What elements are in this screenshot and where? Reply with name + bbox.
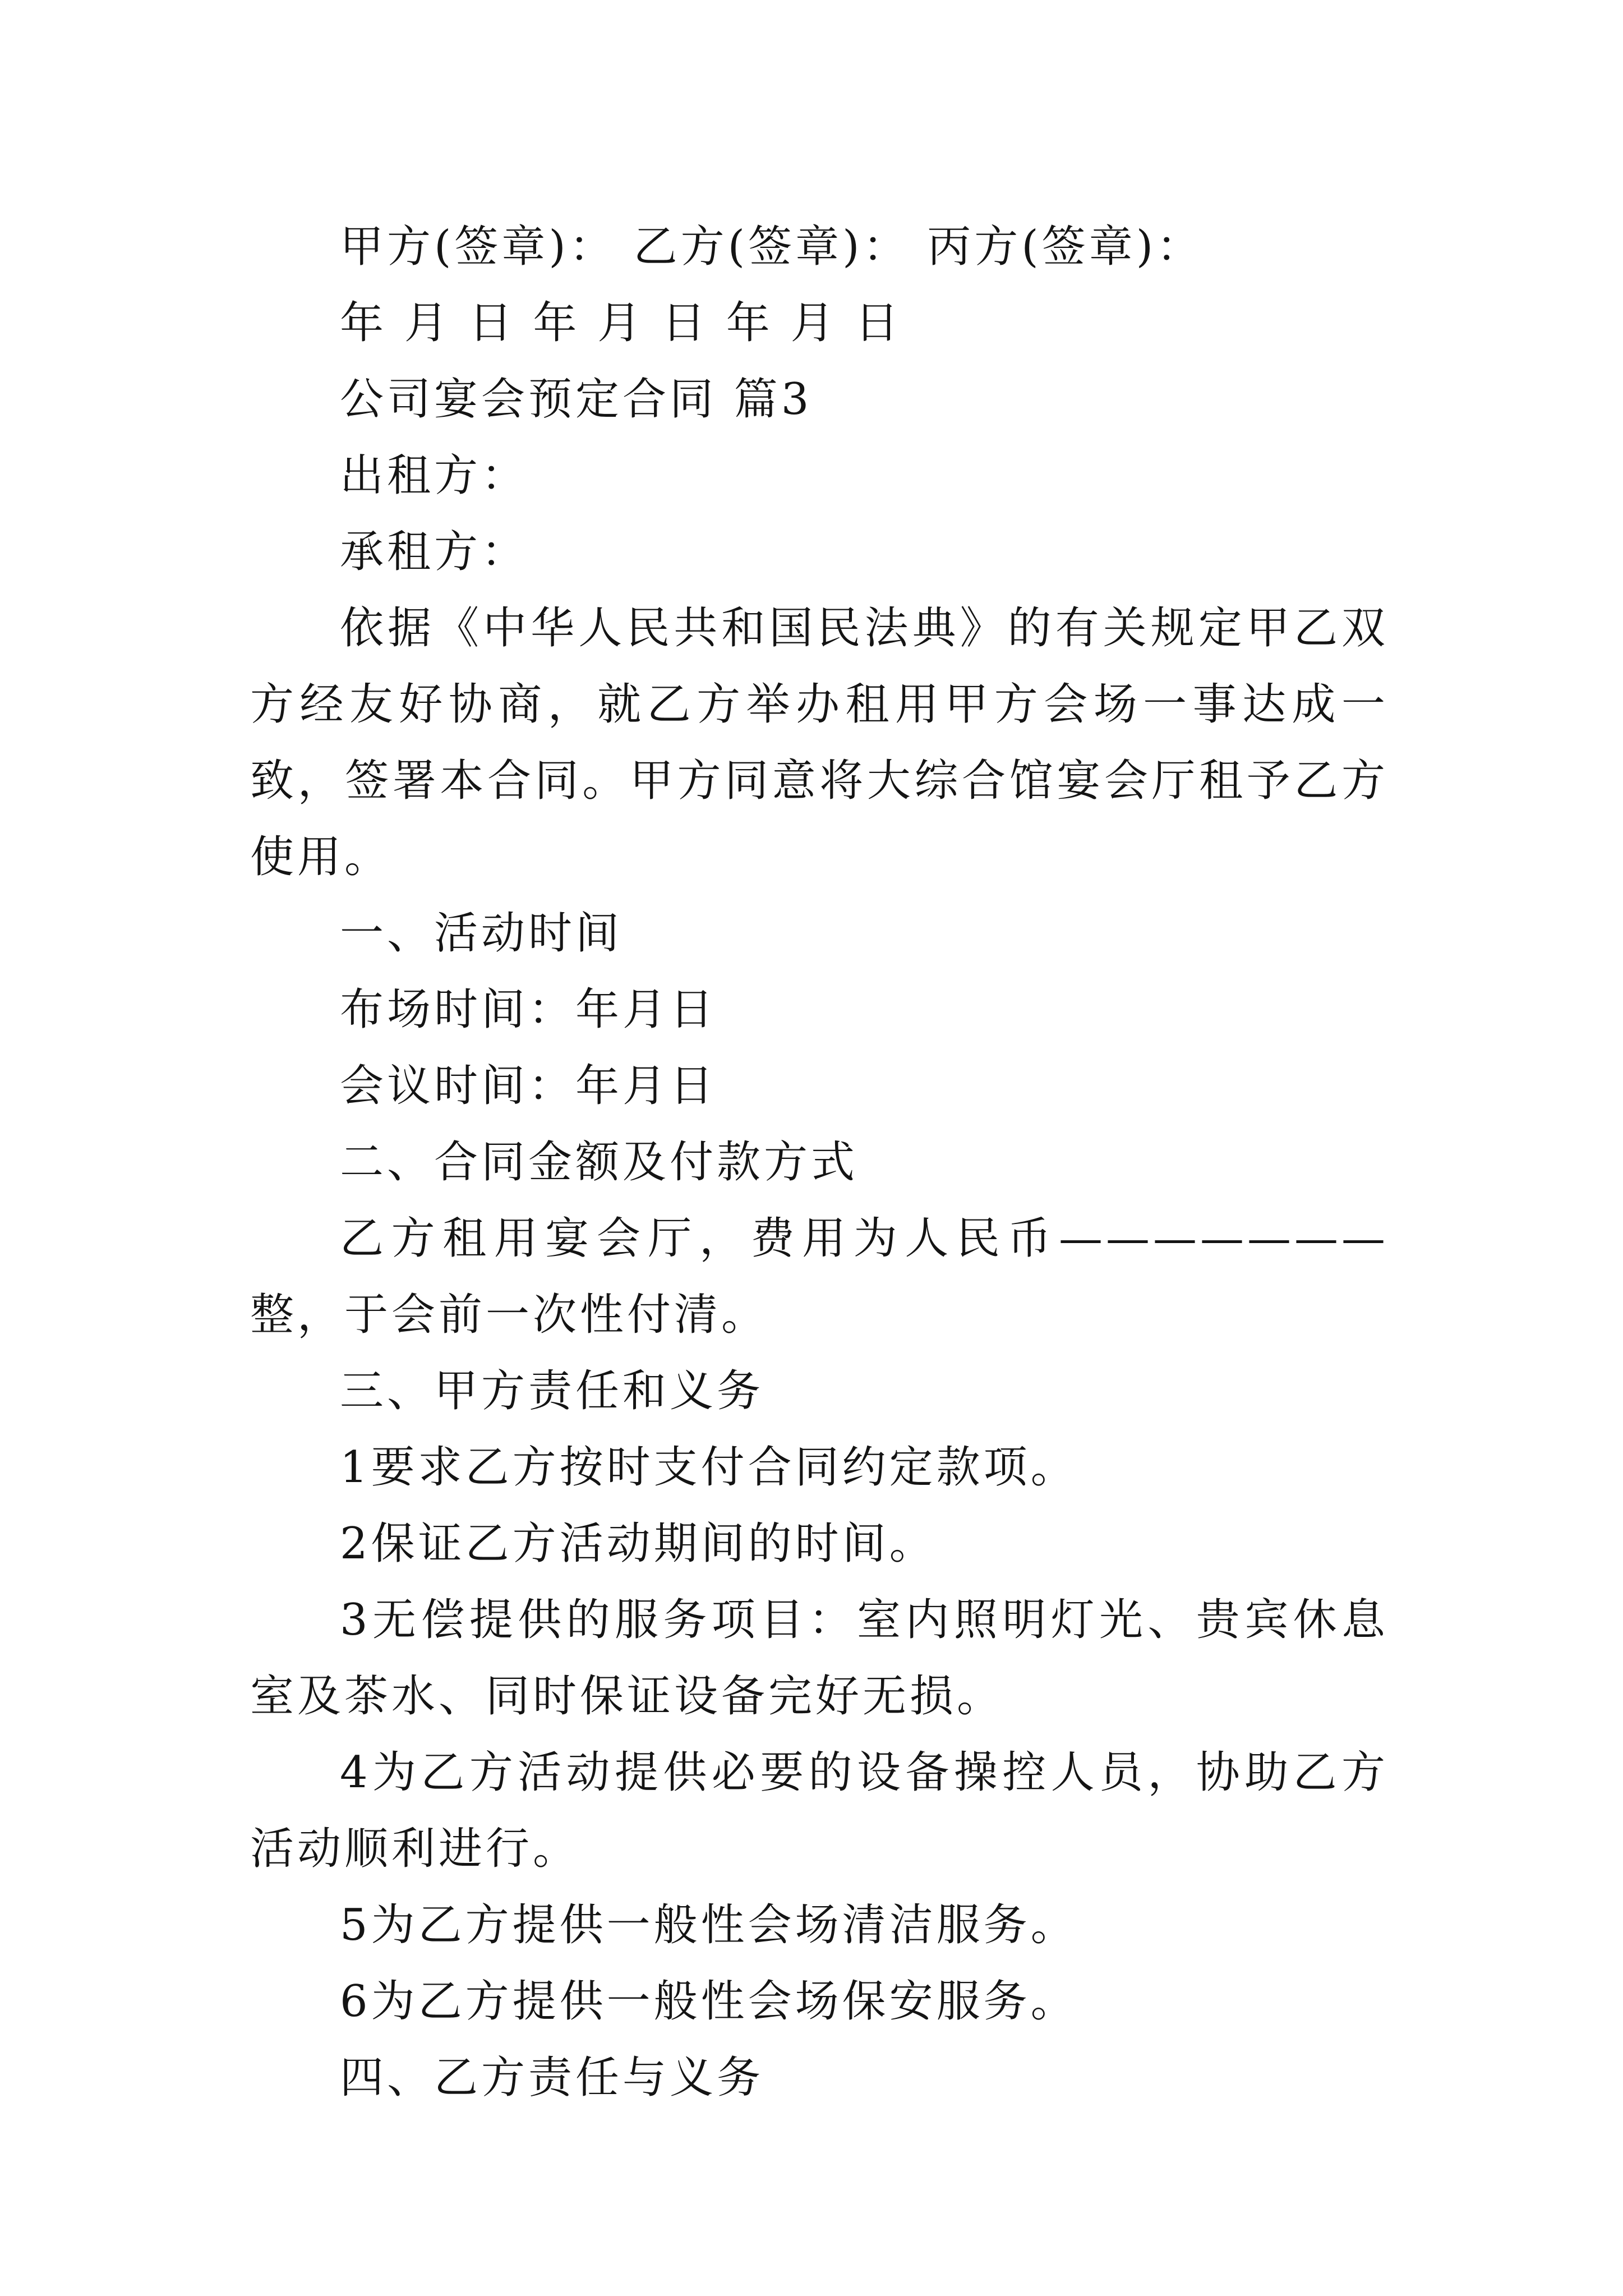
date-line: 年 月 日 年 月 日 年 月 日	[340, 298, 902, 348]
fee-paragraph: 乙方租用宴会厅，费用为人民币———————整，于会前一次性付清。	[250, 1213, 1389, 1340]
lessor-line: 出租方：	[340, 450, 529, 501]
document-body	[250, 209, 1389, 2116]
preamble-paragraph: 依据《中华人民共和国民法典》的有关规定甲乙双方经友好协商，就乙方举办租用甲方会场一事达成一致，签署本合同。甲方同意将大综合馆宴会厅租予乙方使用。	[250, 603, 1389, 882]
lessee-line: 承租方：	[340, 527, 529, 577]
heading-party-b-duties: 四、乙方责任与义务	[340, 2053, 764, 2103]
heading-amount-payment: 二、合同金额及付款方式	[340, 1137, 859, 1188]
duty-item-3: 3无偿提供的服务项目：室内照明灯光、贵宾休息室及茶水、同时保证设备完好无损。	[250, 1595, 1389, 1722]
duty-item-6: 6为乙方提供一般性会场保安服务。	[340, 1976, 1078, 2027]
heading-party-a-duties: 三、甲方责任和义务	[340, 1366, 764, 1416]
section-title: 公司宴会预定合同 篇3	[340, 374, 813, 425]
setup-time-line: 布场时间：年月日	[340, 984, 717, 1035]
duty-item-4: 4为乙方活动提供必要的设备操控人员，协助乙方活动顺利进行。	[250, 1747, 1389, 1874]
heading-activity-time: 一、活动时间	[340, 908, 623, 959]
duty-item-5: 5为乙方提供一般性会场清洁服务。	[340, 1900, 1078, 1950]
duty-item-1: 1要求乙方按时支付合同约定款项。	[340, 1442, 1078, 1493]
signature-line: 甲方(签章)： 乙方(签章)： 丙方(签章)：	[340, 222, 1204, 272]
duty-item-2: 2保证乙方活动期间的时间。	[340, 1519, 937, 1569]
meeting-time-line: 会议时间：年月日	[340, 1061, 717, 1111]
